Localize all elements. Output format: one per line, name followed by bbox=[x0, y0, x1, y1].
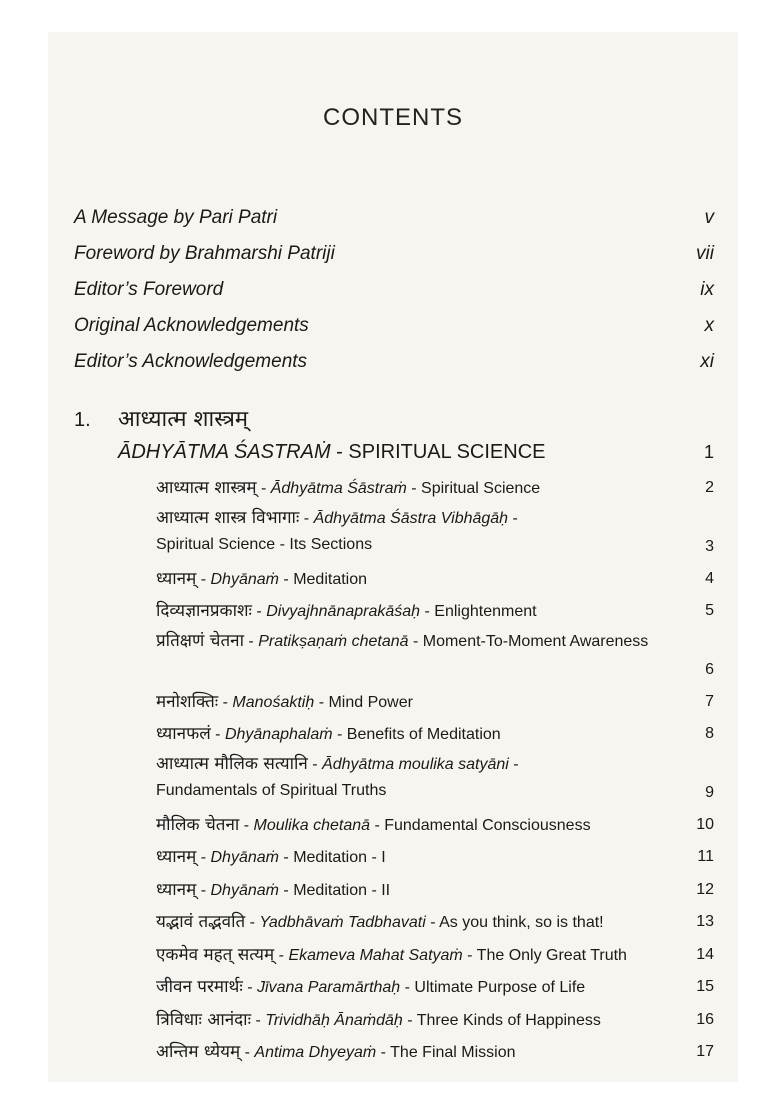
toc-entry-translit: Pratikṣaṇaṁ chetanā bbox=[258, 632, 409, 650]
toc-entry[interactable] bbox=[156, 628, 714, 686]
toc-entry-devanagari: त्रिविधाः आनंदाः bbox=[156, 1009, 252, 1030]
toc-entry-page: v bbox=[704, 207, 714, 228]
toc-entry[interactable] bbox=[156, 809, 714, 842]
toc-entry-page: 15 bbox=[696, 978, 714, 995]
toc-entry-translit: Trividhāḥ Ānaṁdāḥ bbox=[265, 1011, 403, 1029]
toc-entry-english: Meditation - I bbox=[293, 849, 386, 866]
toc-entry[interactable] bbox=[74, 308, 714, 344]
toc-entry-text: आध्यात्म मौलिक सत्यानि - Ādhyātma moulika satyāni - Fundamentals of Spiritual Truths bbox=[156, 753, 519, 799]
toc-entry-english: Meditation - II bbox=[293, 881, 391, 899]
toc-entry-text: मौलिक चेतना - Moulika chetanā - Fundamental Consciousness bbox=[156, 814, 591, 835]
toc-entry-page: 13 bbox=[696, 913, 714, 930]
toc-entry-page: 8 bbox=[705, 725, 714, 742]
toc-entry-devanagari: ध्यानम् bbox=[156, 879, 197, 900]
toc-entry-page: 16 bbox=[696, 1010, 714, 1028]
section-list bbox=[156, 472, 714, 1069]
toc-entry-devanagari: जीवन परमार्थः bbox=[156, 977, 243, 997]
toc-entry-devanagari: ध्यानम् bbox=[156, 847, 197, 867]
chapter-page: 1 bbox=[703, 442, 714, 462]
toc-entry-page: 9 bbox=[705, 783, 714, 801]
toc-entry-page: 5 bbox=[705, 602, 714, 619]
toc-entry-devanagari: यद्भावं तद्भवति bbox=[156, 912, 246, 932]
toc-entry-page: 14 bbox=[696, 945, 714, 963]
toc-entry-translit: Dhyānaṁ bbox=[210, 849, 279, 866]
toc-entry-page: vii bbox=[696, 243, 714, 264]
toc-entry-page: 7 bbox=[705, 692, 714, 710]
toc-entry-english: Fundamental Consciousness bbox=[384, 816, 591, 834]
chapter-english: - SPIRITUAL SCIENCE bbox=[330, 441, 546, 463]
toc-entry-text: मनोशक्तिः - Manośaktiḥ - Mind Power bbox=[156, 691, 413, 712]
toc-entry-page: 2 bbox=[705, 479, 714, 496]
chapter-translit: ĀDHYĀTMA ŚASTRAṀ bbox=[118, 441, 331, 463]
toc-entry[interactable] bbox=[156, 841, 714, 874]
toc-entry-devanagari: प्रतिक्षणं चेतना bbox=[156, 630, 244, 651]
toc-entry-text: यद्भावं तद्भवति - Yadbhāvaṁ Tadbhavati - As you think, so is that! bbox=[156, 912, 604, 932]
toc-entry-text: आध्यात्म शास्त्रम् - Ādhyātma Śāstraṁ - Spiritual Science bbox=[156, 478, 541, 498]
toc-entry-translit: Manośaktiḥ bbox=[232, 693, 315, 711]
book-page bbox=[48, 32, 738, 1082]
toc-entry-translit: Ādhyātma moulika satyāni bbox=[322, 755, 509, 773]
toc-entry[interactable] bbox=[74, 344, 714, 380]
toc-entry[interactable] bbox=[156, 874, 714, 907]
toc-entry[interactable] bbox=[74, 272, 714, 308]
toc-entry-text: त्रिविधाः आनंदाः - Trividhāḥ Ānaṁdāḥ - Three Kinds of Happiness bbox=[156, 1009, 601, 1030]
toc-entry[interactable] bbox=[74, 236, 714, 272]
toc-entry[interactable] bbox=[156, 939, 714, 972]
toc-entry-devanagari: ध्यानम् bbox=[156, 568, 197, 589]
toc-entry-devanagari: आध्यात्म शास्त्र विभागाः bbox=[156, 507, 300, 528]
toc-entry-english: The Final Mission bbox=[390, 1044, 516, 1061]
toc-entry-english: Fundamentals of Spiritual Truths bbox=[156, 781, 387, 799]
toc-entry-english: Benefits of Meditation bbox=[346, 726, 501, 743]
toc-entry-translit: Ādhyātma Śāstraṁ bbox=[270, 480, 407, 497]
toc-entry[interactable] bbox=[156, 595, 714, 628]
toc-entry[interactable] bbox=[156, 686, 714, 719]
toc-entry[interactable] bbox=[156, 971, 714, 1004]
toc-entry-page: 3 bbox=[705, 537, 714, 555]
toc-entry-translit: Moulika chetanā bbox=[253, 816, 371, 834]
toc-entry[interactable] bbox=[156, 751, 714, 809]
toc-entry-translit: Dhyānaphalaṁ bbox=[224, 726, 333, 743]
front-matter-list bbox=[74, 200, 714, 380]
toc-entry[interactable] bbox=[74, 200, 714, 236]
toc-entry-label: Foreword by Brahmarshi Patriji bbox=[74, 243, 335, 264]
toc-entry-label: A Message by Pari Patri bbox=[74, 207, 278, 228]
page-title: CONTENTS bbox=[323, 104, 463, 131]
toc-entry-devanagari: अन्तिम ध्येयम् bbox=[156, 1042, 241, 1062]
toc-entry[interactable] bbox=[156, 563, 714, 596]
toc-entry-translit: Dhyānaṁ bbox=[210, 881, 279, 899]
toc-entry-translit: Ādhyātma Śāstra Vibhāgāḥ bbox=[313, 509, 509, 527]
toc-entry-text: जीवन परमार्थः - Jīvana Paramārthaḥ - Ultimate Purpose of Life bbox=[156, 977, 586, 997]
toc-entry-devanagari: दिव्यज्ञानप्रकाशः bbox=[156, 601, 252, 621]
toc-entry-devanagari: ध्यानफलं bbox=[156, 724, 211, 744]
toc-entry-english: Meditation bbox=[293, 570, 368, 588]
toc-entry-text: ध्यानफलं - Dhyānaphalaṁ - Benefits of Meditation bbox=[156, 724, 501, 744]
toc-entry-page: 17 bbox=[696, 1043, 714, 1060]
toc-entry-text: ध्यानम् - Dhyānaṁ - Meditation bbox=[156, 568, 368, 589]
toc-entry-english: The Only Great Truth bbox=[476, 946, 627, 964]
toc-entry-english: Enlightenment bbox=[434, 603, 537, 620]
toc-entry-page: 4 bbox=[705, 569, 714, 587]
chapter-devanagari-title: आध्यात्म शास्त्रम् bbox=[118, 407, 249, 432]
toc-entry-text: अन्तिम ध्येयम् - Antima Dhyeyaṁ - The Final Mission bbox=[156, 1042, 516, 1062]
toc-entry-text: एकमेव महत् सत्यम् - Ekameva Mahat Satyaṁ - The Only Great Truth bbox=[156, 944, 627, 965]
toc-entry-translit: Dhyānaṁ bbox=[210, 570, 279, 588]
toc-entry-translit: Antima Dhyeyaṁ bbox=[254, 1044, 377, 1061]
toc-entry[interactable] bbox=[156, 1004, 714, 1037]
toc-entry-label: Editor’s Acknowledgements bbox=[74, 351, 308, 372]
chapter-title bbox=[118, 436, 545, 468]
toc-entry[interactable] bbox=[156, 718, 714, 751]
chapter-number: 1. bbox=[74, 409, 91, 431]
toc-entry[interactable] bbox=[156, 505, 714, 563]
toc-entry-page: 6 bbox=[705, 660, 714, 678]
toc-entry-translit: Yadbhāvaṁ Tadbhavati bbox=[259, 914, 426, 931]
toc-entry-text: दिव्यज्ञानप्रकाशः - Divyajhnānaprakāśaḥ - Enlightenment bbox=[156, 601, 537, 621]
toc-entry[interactable] bbox=[156, 472, 714, 505]
toc-entry-translit: Jīvana Paramārthaḥ bbox=[257, 979, 401, 996]
toc-entry-english: Spiritual Science - Its Sections bbox=[156, 535, 373, 553]
toc-entry-page: 10 bbox=[696, 815, 714, 833]
toc-entry-devanagari: मनोशक्तिः bbox=[156, 691, 219, 712]
toc-entry-english: Ultimate Purpose of Life bbox=[414, 979, 586, 996]
toc-entry-page: x bbox=[704, 315, 714, 336]
toc-entry-text: प्रतिक्षणं चेतना - Pratikṣaṇaṁ chetanā - Moment-To-Moment Awareness bbox=[156, 630, 649, 651]
toc-entry-english: Three Kinds of Happiness bbox=[416, 1011, 601, 1029]
toc-entry-translit: Divyajhnānaprakāśaḥ bbox=[266, 603, 421, 620]
toc-entry-english: Spiritual Science bbox=[421, 480, 541, 497]
toc-entry-page: xi bbox=[700, 351, 714, 372]
toc-entry-translit: Ekameva Mahat Satyaṁ bbox=[288, 946, 463, 964]
toc-entry-english: As you think, so is that! bbox=[439, 914, 604, 931]
toc-entry-label: Original Acknowledgements bbox=[74, 315, 309, 336]
toc-entry-devanagari: आध्यात्म शास्त्रम् bbox=[156, 478, 257, 498]
toc-entry-page: ix bbox=[700, 279, 714, 300]
toc-entry-page: 12 bbox=[696, 880, 714, 898]
toc-entry-devanagari: एकमेव महत् सत्यम् bbox=[156, 944, 275, 965]
toc-entry-text: ध्यानम् - Dhyānaṁ - Meditation - II bbox=[156, 879, 391, 900]
toc-entry-english: Moment-To-Moment Awareness bbox=[422, 632, 649, 650]
chapter-heading[interactable] bbox=[74, 404, 714, 468]
toc-entry-label: Editor’s Foreword bbox=[74, 279, 224, 300]
toc-entry-page: 11 bbox=[697, 848, 714, 865]
toc-entry[interactable] bbox=[156, 906, 714, 939]
toc-entry-devanagari: मौलिक चेतना bbox=[156, 814, 240, 835]
toc-entry-english: Mind Power bbox=[328, 693, 413, 711]
toc-entry[interactable] bbox=[156, 1036, 714, 1069]
toc-entry-text: ध्यानम् - Dhyānaṁ - Meditation - I bbox=[156, 847, 386, 867]
toc-entry-text: आध्यात्म शास्त्र विभागाः - Ādhyātma Śāstra Vibhāgāḥ - Spiritual Science - Its Sections bbox=[156, 507, 518, 553]
toc-entry-devanagari: आध्यात्म मौलिक सत्यानि bbox=[156, 753, 308, 774]
